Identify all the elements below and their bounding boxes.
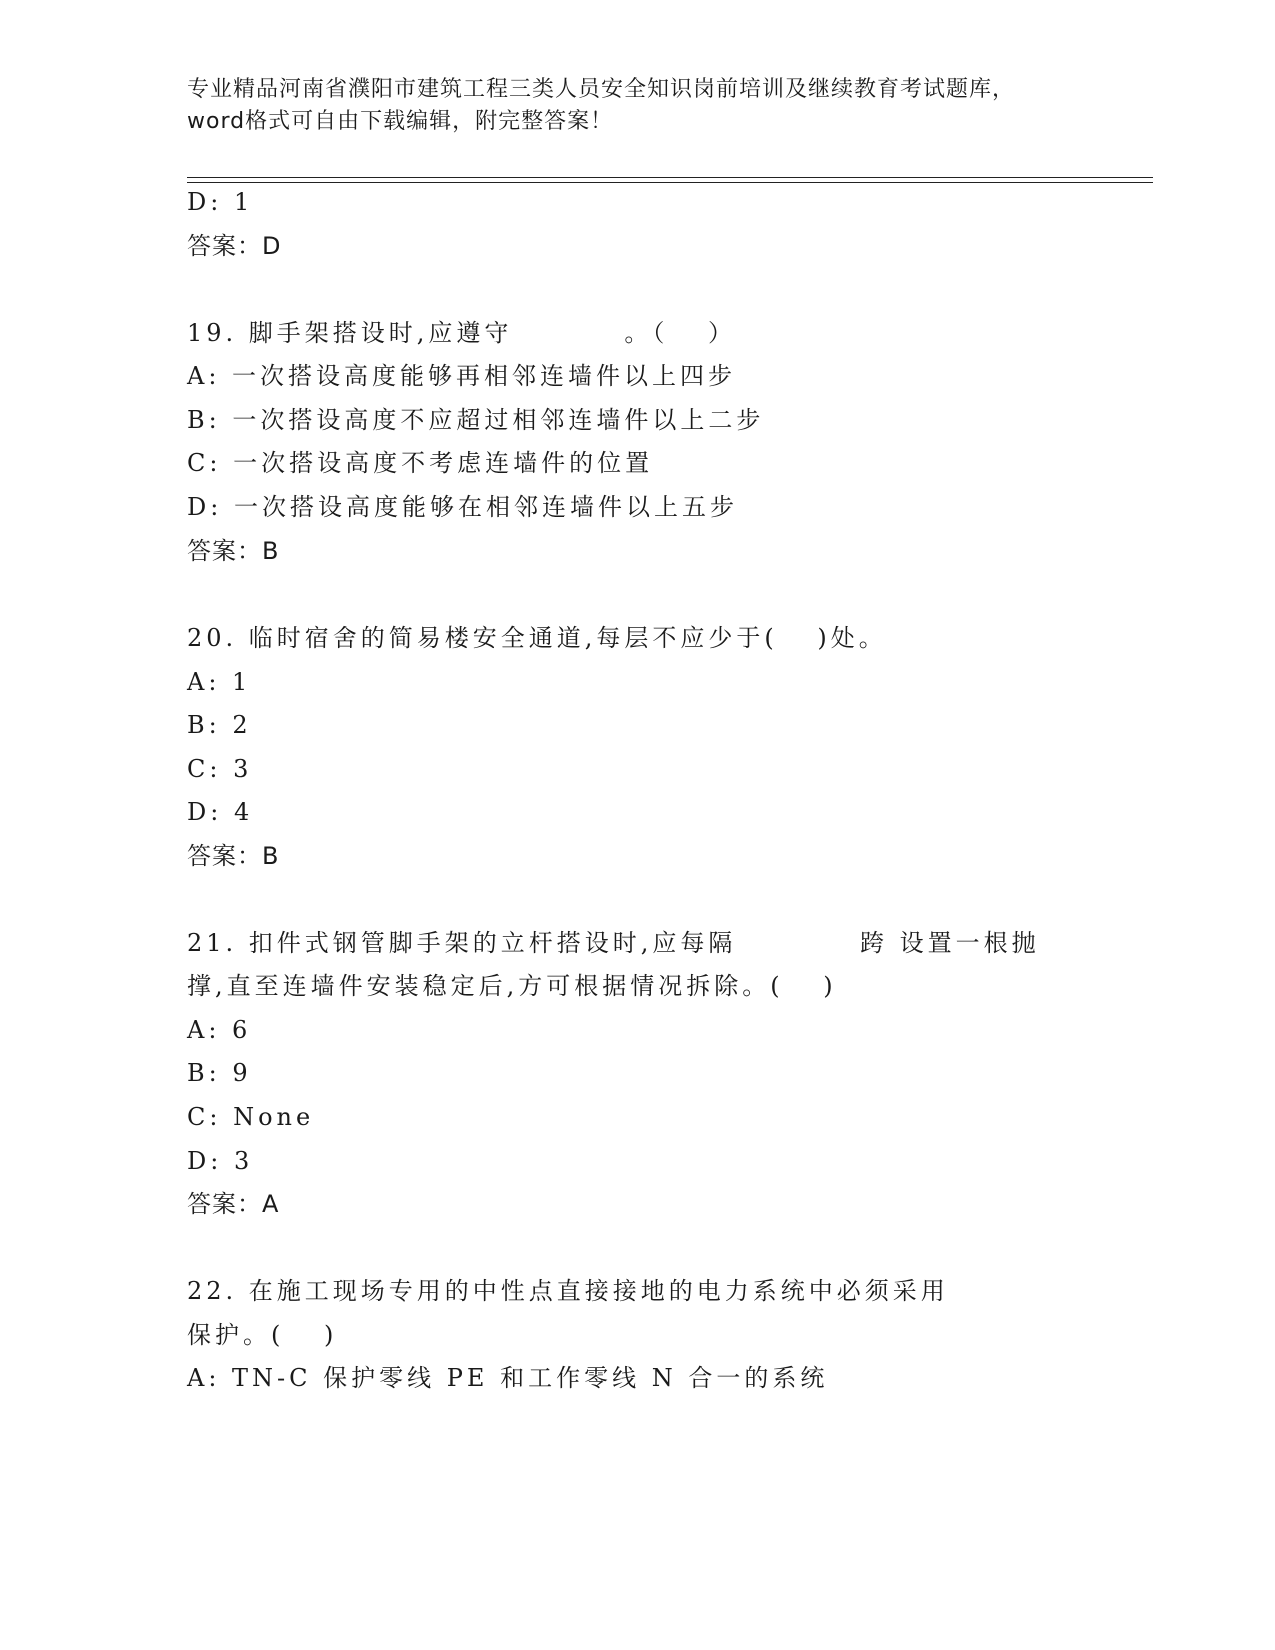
header-divider-bottom <box>187 182 1153 183</box>
document-header <box>187 74 1087 138</box>
header-divider-top <box>187 177 1153 178</box>
header-line-1: 专业精品河南省濮阳市建筑工程三类人员安全知识岗前培训及继续教育考试题库， <box>187 77 1016 102</box>
q20-answer: 答案：B <box>187 842 280 870</box>
q21-answer: 答案：A <box>187 1190 280 1218</box>
prev-option-d: D: 1 <box>187 188 254 216</box>
q19-option-a: A: 一次搭设高度能够再相邻连墙件以上四步 <box>187 362 737 390</box>
q22-stem-line-1: 22. 在施工现场专用的中性点直接接地的电力系统中必须采用 <box>187 1277 949 1305</box>
q20-option-b: B: 2 <box>187 711 252 739</box>
q19-option-c: C: 一次搭设高度不考虑连墙件的位置 <box>187 449 654 477</box>
q21-stem-line-1: 21. 扣件式钢管脚手架的立杆搭设时,应每隔 跨 设置一根抛 <box>187 929 1040 957</box>
q21-option-d: D: 3 <box>187 1147 254 1175</box>
header-line-2: word格式可自由下载编辑，附完整答案！ <box>187 109 614 134</box>
q21-stem-line-2: 撑,直至连墙件安装稳定后,方可根据情况拆除。( ) <box>187 972 837 1000</box>
q19-option-b: B: 一次搭设高度不应超过相邻连墙件以上二步 <box>187 406 765 434</box>
q19-stem: 19. 脚手架搭设时,应遵守 。（ ） <box>187 319 737 347</box>
q21-option-a: A: 6 <box>187 1016 252 1044</box>
q20-option-a: A: 1 <box>187 668 252 696</box>
q19-answer: 答案：B <box>187 537 280 565</box>
q21-option-b: B: 9 <box>187 1059 252 1087</box>
q20-option-c: C: 3 <box>187 755 253 783</box>
prev-answer: 答案：D <box>187 232 282 260</box>
q20-option-d: D: 4 <box>187 798 254 826</box>
q21-option-c: C: None <box>187 1103 315 1131</box>
q22-stem-line-2: 保护。( ) <box>187 1321 338 1349</box>
q20-stem: 20. 临时宿舍的简易楼安全通道,每层不应少于( )处。 <box>187 624 887 652</box>
q19-option-d: D: 一次搭设高度能够在相邻连墙件以上五步 <box>187 493 738 521</box>
q22-option-a: A: TN-C 保护零线 PE 和工作零线 N 合一的系统 <box>187 1364 829 1392</box>
